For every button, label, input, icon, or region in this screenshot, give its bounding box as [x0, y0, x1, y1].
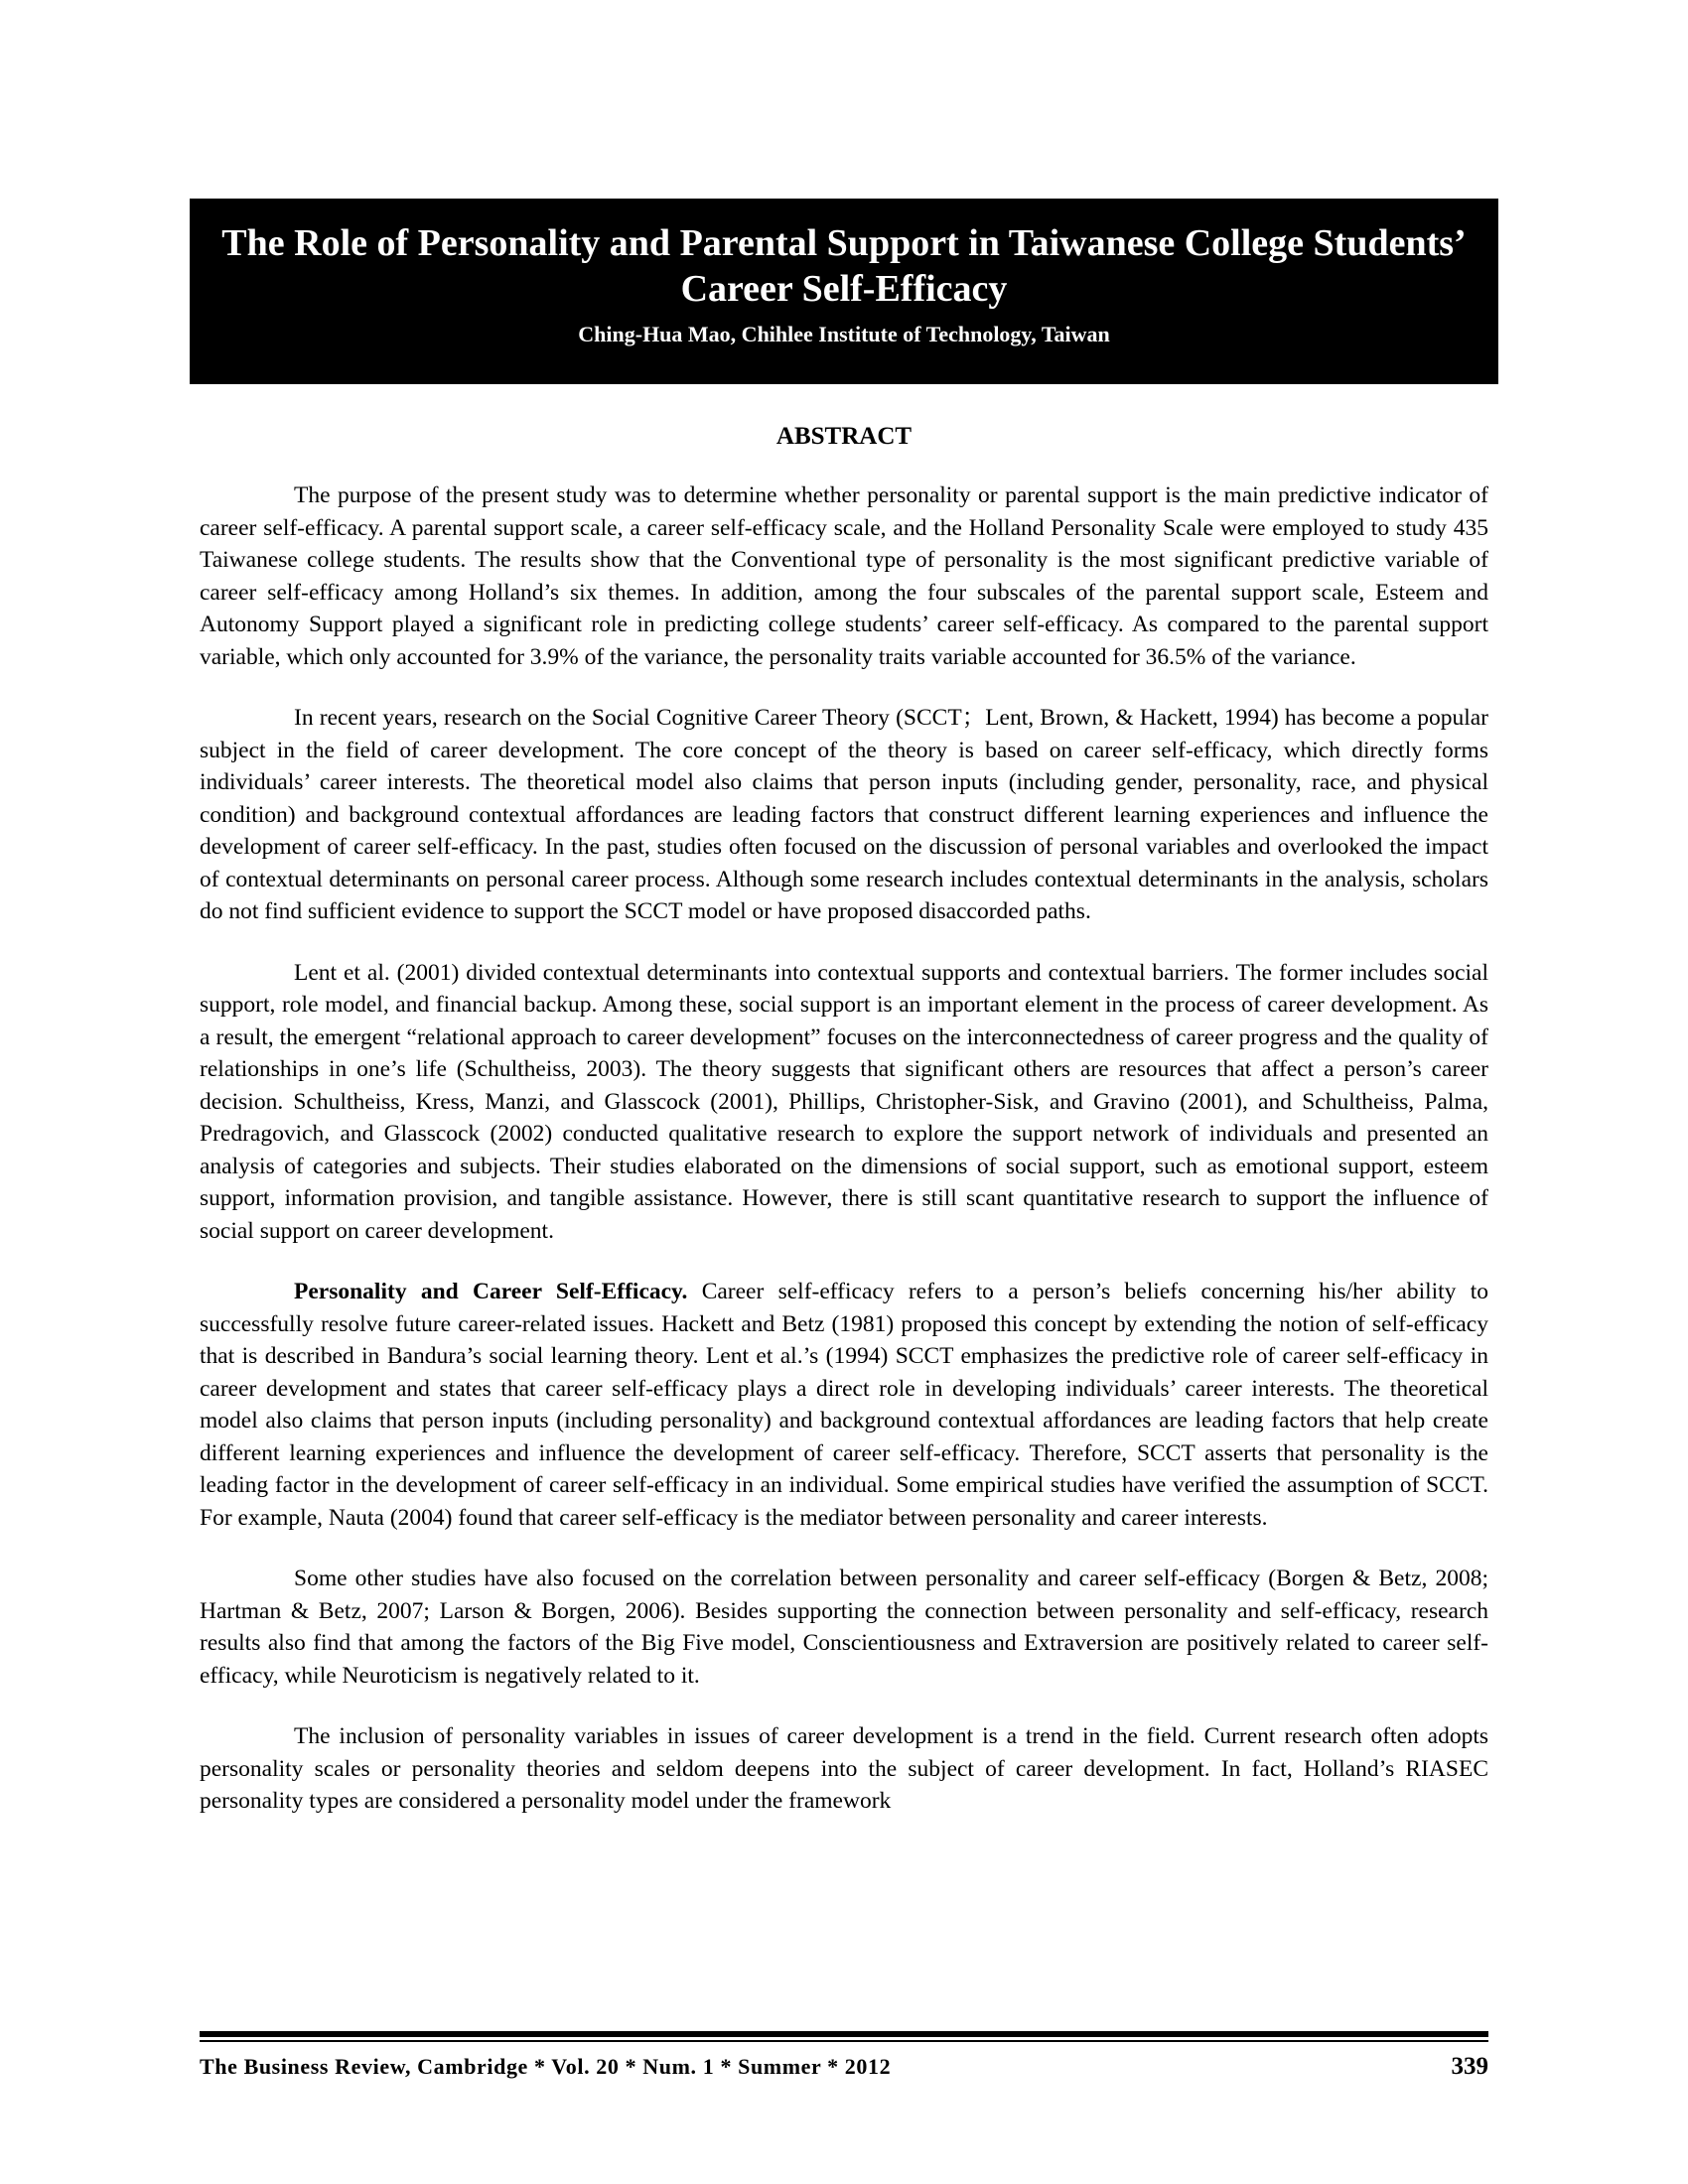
abstract-heading: ABSTRACT: [775, 423, 913, 450]
paper-title: The Role of Personality and Parental Support in Taiwanese College Students’ Career Self-Efficacy: [221, 222, 1467, 310]
footer-rule-thin: [200, 2040, 1488, 2042]
journal-citation: The Business Review, Cambridge * Vol. 20 * Num. 1 * Summer * 2012: [200, 2054, 892, 2079]
paragraph-correlation: Some other studies have also focused on the correlation between personality and career self-efficacy (Borgen & Betz, 2008; Hartman & Betz, 2007; Larson & Borgen, 2006). Besides supporting the connection between personality and self-efficacy, research results also find that among the factors of the Big Five model, Conscientiousness and Extraversion are positively related to career self-efficacy, while Neuroticism is negatively related to it.: [200, 1566, 1488, 1689]
section-heading: Personality and Career Self-Efficacy.: [294, 1279, 688, 1304]
paragraph-intro: In recent years, research on the Social Cognitive Career Theory (SCCT；Lent, Brown, & Hackett, 1994) has become a popular subject in the field of career development. The core concept of the theory is based on career self-efficacy, which directly forms individuals’ career interests. The theoretical model also claims that person inputs (including gender, personality, race, and physical condition) and background contextual affordances are leading factors that construct different learning experiences and influence the development of career self-efficacy. In the past, studies often focused on the discussion of personal variables and overlooked the impact of contextual determinants on personal career process. Although some research includes contextual determinants in the analysis, scholars do not find sufficient evidence to support the SCCT model or have proposed disaccorded paths.: [200, 705, 1488, 924]
abstract-paragraph: The purpose of the present study was to determine whether personality or parental support is the main predictive indicator of career self-efficacy. A parental support scale, a career self-efficacy scale, and the Holland Personality Scale were employed to study 435 Taiwanese college students. The results show that the Conventional type of personality is the most significant predictive variable of career self-efficacy among Holland’s six themes. In addition, among the four subscales of the parental support scale, Esteem and Autonomy Support played a significant role in predicting college students’ career self-efficacy. As compared to the parental support variable, which only accounted for 3.9% of the variance, the personality traits variable accounted for 36.5% of the variance.: [200, 482, 1488, 670]
paragraph-inclusion: The inclusion of personality variables in issues of career development is a trend in the field. Current research often adopts personality scales or personality theories and seldom deepens into the subject of career development. In fact, Holland’s RIASEC personality types are considered a personality model under the framework: [200, 1723, 1488, 1814]
paragraph-contextual: Lent et al. (2001) divided contextual determinants into contextual supports and contextual barriers. The former includes social support, role model, and financial backup. Among these, social support is an important element in the process of career development. As a result, the emergent “relational approach to career development” focuses on the interconnectedness of career progress and the quality of relationships in one’s life (Schultheiss, 2003). The theory suggests that significant others are resources that affect a person’s career decision. Schultheiss, Kress, Manzi, and Glasscock (2001), Phillips, Christopher-Sisk, and Gravino (2001), and Schultheiss, Palma, Predragovich, and Glasscock (2002) conducted qualitative research to explore the support network of individuals and presented an analysis of categories and subjects. Their studies elaborated on the dimensions of social support, such as emotional support, esteem support, information provision, and tangible assistance. However, there is still scant quantitative research to support the influence of social support on career development.: [200, 959, 1488, 1244]
page-number: 339: [1451, 2053, 1488, 2080]
paragraph-body: Career self-efficacy refers to a person’s beliefs concerning his/her ability to successfully resolve future career-related issues. Hackett and Betz (1981) proposed this concept by extending the notion of self-efficacy that is described in Bandura’s social learning theory. Lent et al.’s (1994) SCCT emphasizes the predictive role of career self-efficacy in career development and states that career self-efficacy plays a direct role in developing individuals’ career interests. The theoretical model also claims that person inputs (including personality) and background contextual affordances are leading factors that help create different learning experiences and influence the development of career self-efficacy. Therefore, SCCT asserts that personality is the leading factor in the development of career self-efficacy in an individual. Some empirical studies have verified the assumption of SCCT. For example, Nauta (2004) found that career self-efficacy is the mediator between personality and career interests.: [200, 1279, 1488, 1531]
title-banner: [190, 199, 1498, 384]
author-affiliation: Ching-Hua Mao, Chihlee Institute of Technology, Taiwan: [578, 322, 1110, 346]
page-footer: [200, 2053, 1488, 2081]
footer-rule-thick: [200, 2031, 1488, 2037]
paragraph-personality-self-efficacy: [200, 1276, 1488, 1534]
body-text: [200, 479, 1488, 1818]
